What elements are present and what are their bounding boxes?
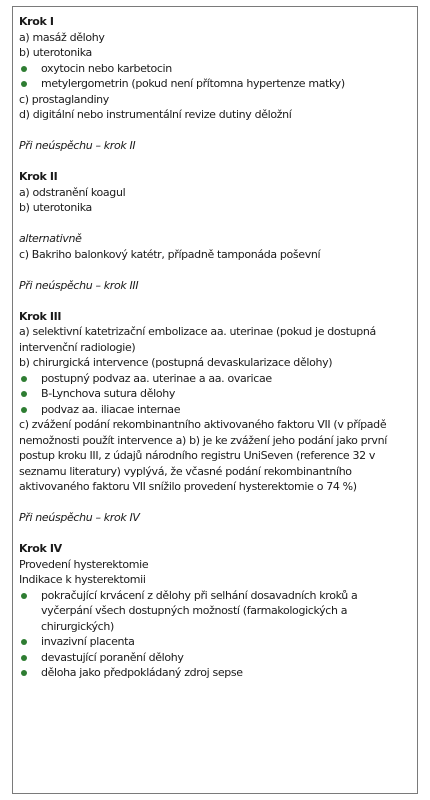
failure-note: Při neúspěchu – krok IV bbox=[19, 511, 140, 524]
step-section bbox=[19, 541, 411, 681]
spacer bbox=[19, 216, 411, 232]
step-line: a) selektivní katetrizační embolizace aa. uterinae (pokud je dostupná intervenční radiologie) bbox=[19, 325, 376, 354]
bullet-item: pokračující krvácení z dělohy při selhání dosavadních kroků a vyčerpání všech dostupných možností (farmakologických a chirurgických) bbox=[19, 588, 411, 635]
italic-note: alternativně bbox=[19, 232, 82, 245]
step-section bbox=[19, 14, 411, 154]
bullet-item: invazivní placenta bbox=[19, 634, 411, 650]
step-line: Provedení hysterektomie bbox=[19, 557, 149, 571]
step-line: c) zvážení podání rekombinantního aktivovaného faktoru VII (v případě nemožnosti použít intervence a) b) je ke zvážení jeho podání jako první postup kroku III, z údajů národního registru UniSeven (reference 32 v seznamu literatury) vyplývá, že včasné podání rekombinantního aktivovaného faktoru VII snížilo provedení hysterektomie o 74 %) bbox=[19, 418, 387, 493]
step-title: Krok III bbox=[19, 309, 62, 323]
step-line: a) masáž dělohy bbox=[19, 30, 105, 44]
step-line: a) odstranění koagul bbox=[19, 185, 126, 199]
spacer bbox=[19, 526, 411, 542]
steps-content bbox=[19, 14, 411, 681]
step-line: b) uterotonika bbox=[19, 46, 92, 59]
spacer bbox=[19, 262, 411, 278]
bullet-item: oxytocin nebo karbetocin bbox=[19, 61, 411, 77]
bullet-item: devastující poranění dělohy bbox=[19, 650, 411, 666]
step-section bbox=[19, 169, 411, 293]
step-line: c) Bakriho balonkový katétr, případně tamponáda poševní bbox=[19, 247, 321, 261]
step-line: c) prostaglandiny bbox=[19, 92, 109, 106]
step-title: Krok I bbox=[19, 15, 54, 28]
spacer bbox=[19, 123, 411, 139]
step-title: Krok IV bbox=[19, 542, 62, 555]
bullet-item: děloha jako předpokládaný zdroj sepse bbox=[19, 665, 411, 681]
spacer bbox=[19, 495, 411, 511]
failure-note: Při neúspěchu – krok II bbox=[19, 139, 136, 152]
spacer bbox=[19, 154, 411, 170]
step-section bbox=[19, 309, 411, 526]
step-line: b) chirurgická intervence (postupná devaskularizace dělohy) bbox=[19, 356, 333, 369]
bullet-item: B-Lynchova sutura dělohy bbox=[19, 386, 411, 402]
bullet-item: postupný podvaz aa. uterinae a aa. ovaricae bbox=[19, 371, 411, 387]
step-line: Indikace k hysterektomii bbox=[19, 573, 146, 586]
bullet-item: podvaz aa. iliacae internae bbox=[19, 402, 411, 418]
spacer bbox=[19, 293, 411, 309]
failure-note: Při neúspěchu – krok III bbox=[19, 278, 139, 292]
step-line: b) uterotonika bbox=[19, 201, 92, 214]
step-title: Krok II bbox=[19, 170, 58, 183]
step-line: d) digitální nebo instrumentální revize dutiny děložní bbox=[19, 108, 292, 121]
bullet-item: metylergometrin (pokud není přítomna hypertenze matky) bbox=[19, 76, 411, 92]
